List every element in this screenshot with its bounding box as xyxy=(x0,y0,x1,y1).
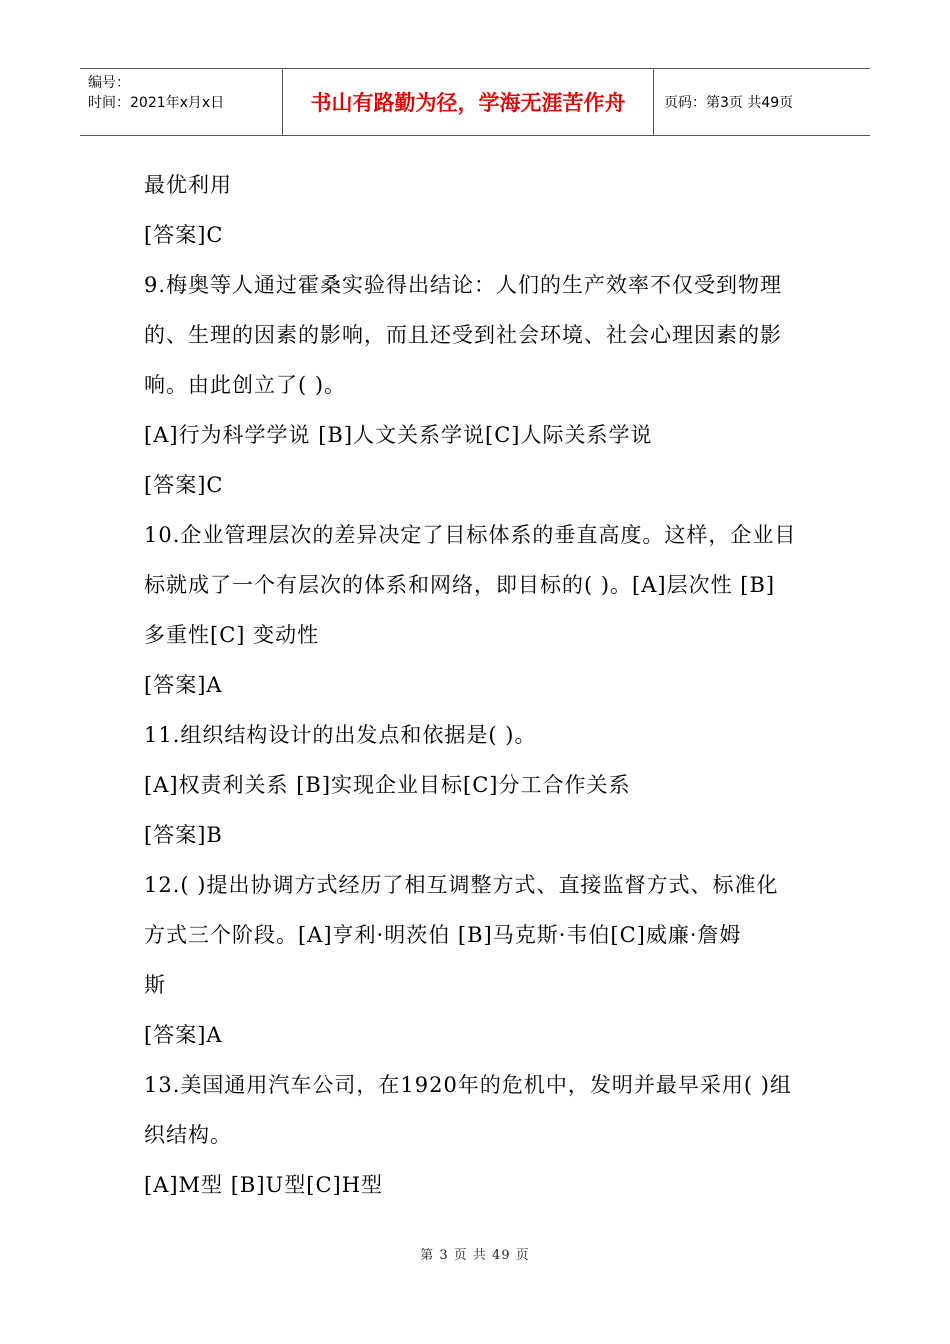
document-body xyxy=(144,160,814,1210)
question-line: 9.梅奥等人通过霍桑实验得出结论：人们的生产效率不仅受到物理 xyxy=(144,273,783,297)
question-line: 斯 xyxy=(144,973,166,997)
question-line: 的、生理的因素的影响，而且还受到社会环境、社会心理因素的影 xyxy=(144,323,782,347)
header-page-info: 页码：第3页 共49页 xyxy=(664,95,794,111)
answer-line: [答案]A xyxy=(144,1023,223,1047)
options-line: [A]M型 [B]U型[C]H型 xyxy=(144,1173,384,1197)
question-line: 13.美国通用汽车公司，在1920年的危机中，发明并最早采用( )组 xyxy=(144,1073,792,1097)
question-line: 11.组织结构设计的出发点和依据是( )。 xyxy=(144,723,537,747)
header-motto: 书山有路勤为径，学海无涯苦作舟 xyxy=(282,69,654,135)
answer-line: [答案]C xyxy=(144,223,224,247)
question-line: 标就成了一个有层次的体系和网络，即目标的( )。[A]层次性 [B] xyxy=(144,573,776,597)
question-line: 响。由此创立了( )。 xyxy=(144,373,347,397)
options-line: [A]权责利关系 [B]实现企业目标[C]分工合作关系 xyxy=(144,773,631,797)
question-line: 12.( )提出协调方式经历了相互调整方式、直接监督方式、标准化 xyxy=(144,873,779,897)
question-line: 织结构。 xyxy=(144,1123,232,1147)
page-footer: 第 3 页 共 49 页 xyxy=(420,1248,530,1263)
header-meta xyxy=(80,69,282,135)
question-line: 10.企业管理层次的差异决定了目标体系的垂直高度。这样，企业目 xyxy=(144,523,797,547)
page-header xyxy=(80,68,870,136)
answer-line: [答案]A xyxy=(144,673,223,697)
serial-label: 编号： xyxy=(88,75,130,91)
answer-line: [答案]C xyxy=(144,473,224,497)
answer-line: [答案]B xyxy=(144,823,223,847)
question-line: 方式三个阶段。[A]亨利·明茨伯 [B]马克斯·韦伯[C]威廉·詹姆 xyxy=(144,923,742,947)
options-line: 多重性[C] 变动性 xyxy=(144,623,320,647)
options-line: [A]行为科学学说 [B]人文关系学说[C]人际关系学说 xyxy=(144,423,653,447)
text-line: 最优利用 xyxy=(144,173,232,197)
date-label: 时间：2021年x月x日 xyxy=(88,95,225,111)
